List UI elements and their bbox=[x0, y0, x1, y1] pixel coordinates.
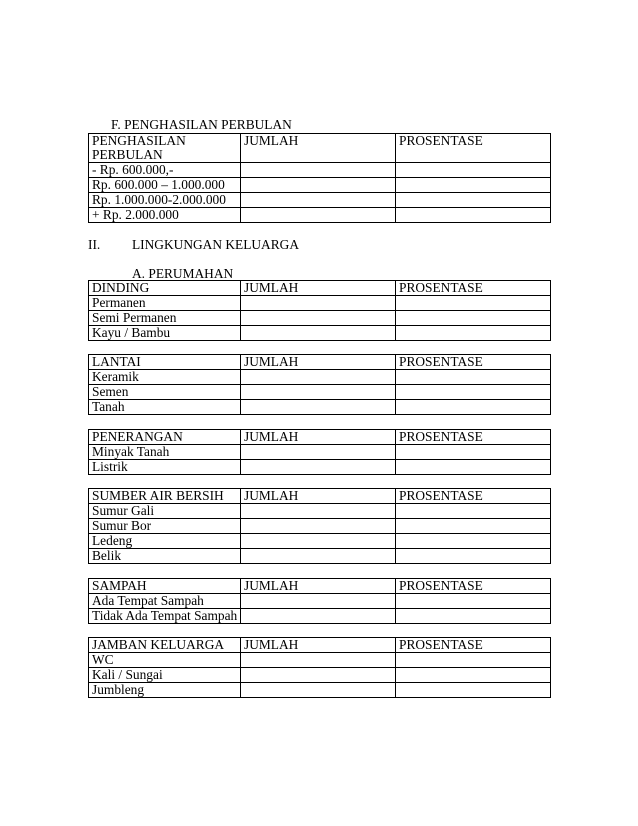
header-cell: JUMLAH bbox=[241, 638, 396, 653]
jumlah-cell[interactable] bbox=[241, 370, 396, 385]
sumber-air-table bbox=[88, 488, 551, 564]
jumlah-cell[interactable] bbox=[241, 296, 396, 311]
section-ii-title: LINGKUNGAN KELUARGA bbox=[132, 237, 299, 252]
prosentase-cell[interactable] bbox=[396, 460, 551, 475]
prosentase-cell[interactable] bbox=[396, 370, 551, 385]
category-cell: Ada Tempat Sampah bbox=[89, 594, 241, 609]
category-cell: Jumbleng bbox=[89, 683, 241, 698]
table-row bbox=[89, 178, 551, 193]
jumlah-cell[interactable] bbox=[241, 609, 396, 624]
table-row bbox=[89, 683, 551, 698]
table-row bbox=[89, 549, 551, 564]
header-cell: PENERANGAN bbox=[89, 430, 241, 445]
category-cell: Kali / Sungai bbox=[89, 668, 241, 683]
table-row bbox=[89, 163, 551, 178]
prosentase-cell[interactable] bbox=[396, 326, 551, 341]
header-cell: PROSENTASE bbox=[396, 430, 551, 445]
header-cell: JUMLAH bbox=[241, 579, 396, 594]
table-row bbox=[89, 668, 551, 683]
category-cell: Tidak Ada Tempat Sampah bbox=[89, 609, 241, 624]
jumlah-cell[interactable] bbox=[241, 178, 396, 193]
category-cell: Tanah bbox=[89, 400, 241, 415]
category-cell: Listrik bbox=[89, 460, 241, 475]
header-cell: PROSENTASE bbox=[396, 489, 551, 504]
table-row bbox=[89, 311, 551, 326]
prosentase-cell[interactable] bbox=[396, 504, 551, 519]
prosentase-cell[interactable] bbox=[396, 400, 551, 415]
subsection-a-title: A. PERUMAHAN bbox=[132, 266, 234, 281]
prosentase-cell[interactable] bbox=[396, 594, 551, 609]
table-row bbox=[89, 653, 551, 668]
table-header-row bbox=[89, 638, 551, 653]
header-cell: PROSENTASE bbox=[396, 281, 551, 296]
table-header-row bbox=[89, 134, 551, 163]
table-row bbox=[89, 385, 551, 400]
prosentase-cell[interactable] bbox=[396, 193, 551, 208]
dinding-table bbox=[88, 280, 551, 341]
header-cell: SUMBER AIR BERSIH bbox=[89, 489, 241, 504]
category-cell: Ledeng bbox=[89, 534, 241, 549]
header-cell: PENGHASILAN PERBULAN bbox=[89, 134, 241, 163]
table-row bbox=[89, 445, 551, 460]
jumlah-cell[interactable] bbox=[241, 668, 396, 683]
category-cell: Keramik bbox=[89, 370, 241, 385]
prosentase-cell[interactable] bbox=[396, 683, 551, 698]
prosentase-cell[interactable] bbox=[396, 668, 551, 683]
sampah-table bbox=[88, 578, 551, 624]
header-cell: LANTAI bbox=[89, 355, 241, 370]
section-ii-number: II. bbox=[88, 237, 101, 252]
jumlah-cell[interactable] bbox=[241, 385, 396, 400]
jamban-table bbox=[88, 637, 551, 698]
header-cell: JUMLAH bbox=[241, 355, 396, 370]
prosentase-cell[interactable] bbox=[396, 445, 551, 460]
header-cell: JUMLAH bbox=[241, 430, 396, 445]
header-cell: JUMLAH bbox=[241, 134, 396, 163]
category-cell: Kayu / Bambu bbox=[89, 326, 241, 341]
table-row bbox=[89, 193, 551, 208]
jumlah-cell[interactable] bbox=[241, 163, 396, 178]
prosentase-cell[interactable] bbox=[396, 385, 551, 400]
category-cell: + Rp. 2.000.000 bbox=[89, 208, 241, 223]
jumlah-cell[interactable] bbox=[241, 519, 396, 534]
prosentase-cell[interactable] bbox=[396, 208, 551, 223]
category-cell: Semi Permanen bbox=[89, 311, 241, 326]
header-cell: PROSENTASE bbox=[396, 638, 551, 653]
jumlah-cell[interactable] bbox=[241, 193, 396, 208]
category-cell: - Rp. 600.000,- bbox=[89, 163, 241, 178]
income-table bbox=[88, 133, 551, 223]
header-cell: JAMBAN KELUARGA bbox=[89, 638, 241, 653]
table-header-row bbox=[89, 355, 551, 370]
category-cell: Belik bbox=[89, 549, 241, 564]
header-cell: PROSENTASE bbox=[396, 134, 551, 163]
category-cell: Rp. 1.000.000-2.000.000 bbox=[89, 193, 241, 208]
prosentase-cell[interactable] bbox=[396, 519, 551, 534]
jumlah-cell[interactable] bbox=[241, 504, 396, 519]
jumlah-cell[interactable] bbox=[241, 534, 396, 549]
jumlah-cell[interactable] bbox=[241, 311, 396, 326]
table-row bbox=[89, 594, 551, 609]
prosentase-cell[interactable] bbox=[396, 549, 551, 564]
table-row bbox=[89, 296, 551, 311]
table-header-row bbox=[89, 489, 551, 504]
prosentase-cell[interactable] bbox=[396, 178, 551, 193]
table-row bbox=[89, 504, 551, 519]
table-row bbox=[89, 534, 551, 549]
jumlah-cell[interactable] bbox=[241, 549, 396, 564]
prosentase-cell[interactable] bbox=[396, 653, 551, 668]
jumlah-cell[interactable] bbox=[241, 460, 396, 475]
category-cell: Permanen bbox=[89, 296, 241, 311]
prosentase-cell[interactable] bbox=[396, 311, 551, 326]
header-cell: SAMPAH bbox=[89, 579, 241, 594]
category-cell: Rp. 600.000 – 1.000.000 bbox=[89, 178, 241, 193]
table-row bbox=[89, 208, 551, 223]
prosentase-cell[interactable] bbox=[396, 296, 551, 311]
header-cell: PROSENTASE bbox=[396, 579, 551, 594]
table-row bbox=[89, 460, 551, 475]
section-f-title: F. PENGHASILAN PERBULAN bbox=[111, 117, 292, 132]
category-cell: WC bbox=[89, 653, 241, 668]
jumlah-cell[interactable] bbox=[241, 326, 396, 341]
table-row bbox=[89, 326, 551, 341]
table-header-row bbox=[89, 579, 551, 594]
lantai-table bbox=[88, 354, 551, 415]
category-cell: Minyak Tanah bbox=[89, 445, 241, 460]
jumlah-cell[interactable] bbox=[241, 683, 396, 698]
jumlah-cell[interactable] bbox=[241, 208, 396, 223]
category-cell: Sumur Bor bbox=[89, 519, 241, 534]
prosentase-cell[interactable] bbox=[396, 609, 551, 624]
table-header-row bbox=[89, 430, 551, 445]
table-row bbox=[89, 609, 551, 624]
prosentase-cell[interactable] bbox=[396, 163, 551, 178]
table-row bbox=[89, 519, 551, 534]
category-cell: Semen bbox=[89, 385, 241, 400]
table-row bbox=[89, 370, 551, 385]
header-cell: JUMLAH bbox=[241, 489, 396, 504]
header-cell: DINDING bbox=[89, 281, 241, 296]
category-cell: Sumur Gali bbox=[89, 504, 241, 519]
header-cell: JUMLAH bbox=[241, 281, 396, 296]
jumlah-cell[interactable] bbox=[241, 594, 396, 609]
jumlah-cell[interactable] bbox=[241, 400, 396, 415]
jumlah-cell[interactable] bbox=[241, 445, 396, 460]
penerangan-table bbox=[88, 429, 551, 475]
table-header-row bbox=[89, 281, 551, 296]
table-row bbox=[89, 400, 551, 415]
prosentase-cell[interactable] bbox=[396, 534, 551, 549]
header-cell: PROSENTASE bbox=[396, 355, 551, 370]
jumlah-cell[interactable] bbox=[241, 653, 396, 668]
